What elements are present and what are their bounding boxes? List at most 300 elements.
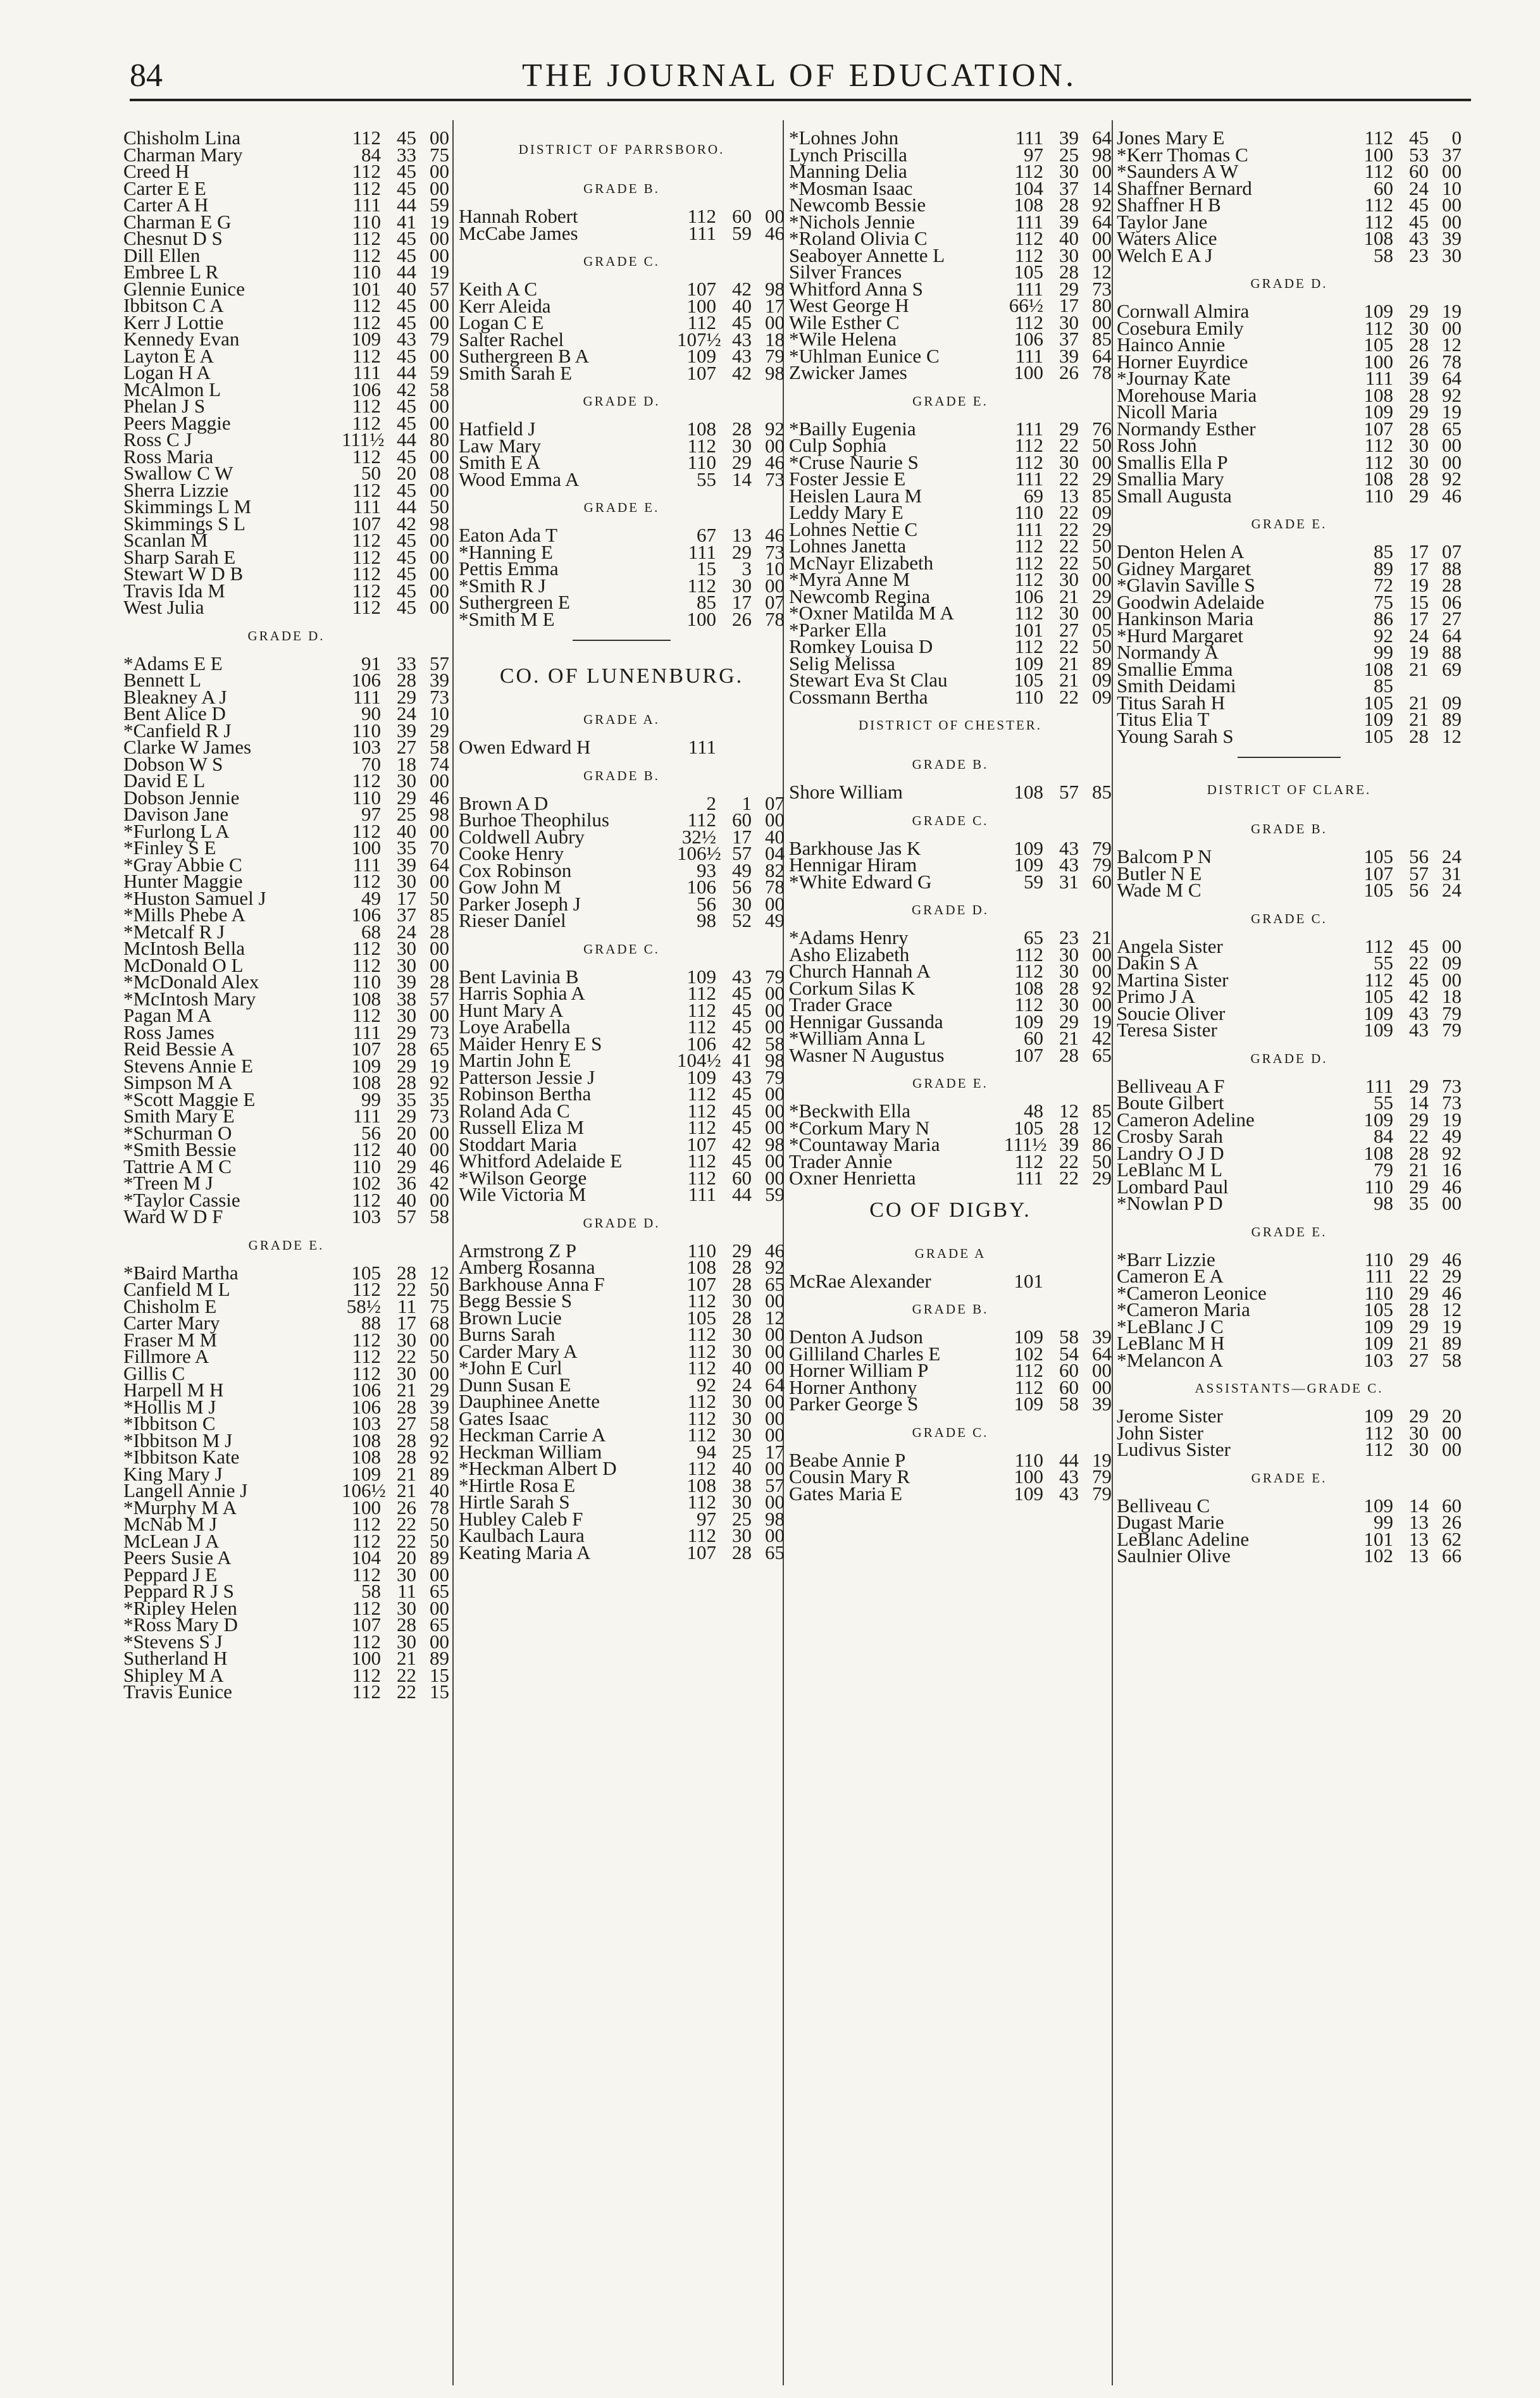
days-taught: 112 bbox=[687, 982, 716, 1004]
grant-dollars: 30 bbox=[732, 1491, 752, 1513]
teacher-name: Hatfield J bbox=[459, 418, 536, 440]
grant-cents: 50 bbox=[430, 1278, 449, 1300]
teacher-name: Lohnes Nettie C bbox=[789, 518, 918, 540]
grant-cents: 00 bbox=[430, 562, 449, 585]
days-taught: 55 bbox=[1374, 952, 1393, 974]
grant-cents: 00 bbox=[430, 579, 449, 602]
grant-cents: 50 bbox=[1092, 551, 1112, 574]
teacher-name: Burns Sarah bbox=[459, 1323, 556, 1345]
grant-cents: 10 bbox=[765, 557, 785, 580]
days-taught: 108 bbox=[351, 987, 381, 1010]
grant-dollars: 30 bbox=[732, 1390, 752, 1412]
grant-dollars: 39 bbox=[397, 719, 416, 742]
grant-dollars: 30 bbox=[1059, 568, 1079, 590]
days-taught: 110 bbox=[352, 261, 381, 283]
days-taught: 112 bbox=[687, 434, 716, 457]
days-taught: 59 bbox=[1024, 870, 1043, 893]
grant-dollars: 27 bbox=[1059, 618, 1079, 641]
teacher-name: Wade M C bbox=[1117, 879, 1202, 901]
grant-dollars: 22 bbox=[397, 1680, 416, 1703]
days-taught: 106 bbox=[1014, 328, 1043, 350]
grant-dollars: 45 bbox=[732, 982, 752, 1004]
teacher-name: Saulnier Olive bbox=[1117, 1544, 1231, 1567]
grant-cents: 39 bbox=[1092, 1326, 1112, 1348]
grant-cents: 73 bbox=[430, 1021, 449, 1043]
days-taught: 105 bbox=[1363, 333, 1393, 356]
grant-cents: 28 bbox=[430, 971, 449, 993]
days-taught: 112 bbox=[352, 1630, 381, 1653]
teacher-name: Brown Lucie bbox=[459, 1306, 562, 1329]
days-taught: 112 bbox=[352, 294, 381, 316]
grant-cents: 29 bbox=[1092, 585, 1112, 607]
teacher-name: Armstrong Z P bbox=[459, 1239, 576, 1262]
grant-dollars: 21 bbox=[1409, 1332, 1429, 1354]
days-taught: 108 bbox=[686, 1474, 716, 1496]
days-taught: 112 bbox=[1014, 551, 1043, 574]
grant-dollars: 26 bbox=[1409, 350, 1429, 373]
teacher-name: *Treen M J bbox=[123, 1172, 213, 1194]
teacher-name: *Adams E E bbox=[123, 652, 223, 674]
grant-dollars: 22 bbox=[397, 1278, 416, 1300]
days-taught: 100 bbox=[351, 1496, 381, 1519]
grant-cents: 92 bbox=[1442, 1141, 1462, 1164]
days-taught: 109 bbox=[1363, 1002, 1393, 1024]
grant-dollars: 45 bbox=[732, 1016, 752, 1038]
grant-cents: 46 bbox=[765, 451, 785, 473]
grant-cents: 50 bbox=[1092, 535, 1112, 557]
grant-dollars: 30 bbox=[397, 769, 416, 792]
teacher-name: Jerome Sister bbox=[1117, 1405, 1223, 1427]
grant-cents: 00 bbox=[765, 1166, 785, 1189]
teacher-name: *Ibbitson C bbox=[123, 1412, 216, 1434]
grant-dollars: 28 bbox=[397, 1261, 416, 1284]
days-taught: 104 bbox=[1014, 177, 1043, 199]
grant-dollars: 45 bbox=[397, 160, 416, 182]
grant-dollars: 25 bbox=[397, 803, 416, 825]
days-taught: 103 bbox=[351, 1205, 381, 1227]
grant-dollars: 59 bbox=[732, 221, 752, 244]
grant-dollars: 24 bbox=[732, 1373, 752, 1396]
grant-dollars: 30 bbox=[397, 870, 416, 892]
grant-dollars: 42 bbox=[397, 378, 416, 401]
grant-cents: 42 bbox=[1092, 1027, 1112, 1049]
grant-dollars: 29 bbox=[397, 685, 416, 708]
days-taught: 106 bbox=[686, 1032, 716, 1055]
days-taught: 112 bbox=[1014, 450, 1043, 473]
grant-dollars: 45 bbox=[732, 1083, 752, 1105]
grant-cents bbox=[752, 739, 785, 756]
grant-dollars: 45 bbox=[397, 478, 416, 501]
days-taught: 112 bbox=[352, 819, 381, 842]
grant-cents: 65 bbox=[1442, 417, 1462, 440]
grant-cents: 00 bbox=[430, 411, 449, 434]
days-taught: 110 bbox=[352, 210, 381, 233]
teacher-name: Russell Eliza M bbox=[459, 1116, 585, 1138]
teacher-name: *Bailly Eugenia bbox=[789, 417, 916, 440]
column-4 bbox=[1117, 127, 1462, 1567]
section-heading: ASSISTANTS—GRADE C. bbox=[1195, 1381, 1384, 1396]
days-taught: 105 bbox=[1363, 845, 1393, 867]
teacher-name: *William Anna L bbox=[789, 1027, 926, 1049]
days-taught: 112 bbox=[352, 1529, 381, 1552]
teacher-name: McRae Alexander bbox=[789, 1269, 931, 1292]
grant-cents: 00 bbox=[1442, 450, 1462, 473]
days-taught: 112 bbox=[1014, 160, 1043, 182]
days-taught: 112 bbox=[352, 227, 381, 249]
grant-dollars: 30 bbox=[397, 1004, 416, 1026]
grant-dollars: 30 bbox=[732, 1407, 752, 1429]
grant-cents: 17 bbox=[765, 294, 785, 317]
roster-entry bbox=[1117, 1348, 1462, 1371]
grant-cents: 46 bbox=[765, 221, 785, 244]
grant-dollars: 30 bbox=[1059, 943, 1079, 966]
section-heading: GRADE E. bbox=[248, 1237, 325, 1253]
grant-dollars: 28 bbox=[732, 1306, 752, 1329]
teacher-name: *Murphy M A bbox=[123, 1496, 237, 1519]
days-taught: 110 bbox=[1014, 501, 1043, 523]
grant-dollars: 22 bbox=[1059, 434, 1079, 456]
days-taught: 111 bbox=[1365, 367, 1393, 389]
teacher-name: Smith Deidami bbox=[1117, 674, 1236, 697]
days-taught: 112 bbox=[687, 1083, 716, 1105]
grant-cents: 64 bbox=[1092, 344, 1112, 367]
grant-dollars: 39 bbox=[397, 971, 416, 993]
days-taught: 107 bbox=[686, 361, 716, 384]
teacher-name: Chisholm E bbox=[123, 1295, 217, 1317]
teacher-name: Burhoe Theophilus bbox=[459, 809, 609, 831]
teacher-name: Romkey Louisa D bbox=[789, 635, 933, 657]
teacher-name: *Cruse Naurie S bbox=[789, 450, 919, 473]
grant-dollars: 45 bbox=[732, 1150, 752, 1172]
days-taught: 109 bbox=[1363, 1494, 1393, 1517]
days-taught: 112 bbox=[352, 127, 381, 149]
grant-dollars: 60 bbox=[1409, 160, 1429, 182]
grant-cents: 00 bbox=[1092, 993, 1112, 1016]
grant-dollars: 22 bbox=[397, 1663, 416, 1686]
days-taught: 107 bbox=[686, 1133, 716, 1155]
roster-entry bbox=[1117, 1192, 1462, 1214]
teacher-name: Young Sarah S bbox=[1117, 724, 1234, 747]
days-taught: 105 bbox=[1363, 985, 1393, 1007]
teacher-name: Trader Annie bbox=[789, 1150, 893, 1172]
grant-cents: 00 bbox=[765, 1457, 785, 1479]
grant-cents: 00 bbox=[430, 545, 449, 568]
teacher-name: Rieser Daniel bbox=[459, 909, 566, 931]
days-taught: 75 bbox=[1374, 590, 1393, 613]
grant-dollars: 57 bbox=[1409, 862, 1429, 885]
teacher-name: Shaffner H B bbox=[1117, 194, 1221, 216]
teacher-name: Hunter Maggie bbox=[123, 870, 243, 892]
grant-dollars: 29 bbox=[732, 451, 752, 473]
teacher-name: *Ibbitson M J bbox=[123, 1429, 233, 1451]
grant-dollars: 43 bbox=[732, 1065, 752, 1088]
grant-cents: 39 bbox=[430, 1395, 449, 1418]
grant-dollars: 39 bbox=[1059, 344, 1079, 367]
grant-cents: 00 bbox=[765, 1357, 785, 1379]
teacher-name: *Smith Bessie bbox=[123, 1138, 237, 1160]
days-taught: 99 bbox=[1374, 641, 1393, 663]
grant-cents: 57 bbox=[430, 987, 449, 1010]
grant-cents: 46 bbox=[765, 1239, 785, 1262]
grant-cents: 00 bbox=[765, 1083, 785, 1105]
teacher-name: Gilliland Charles E bbox=[789, 1342, 941, 1365]
teacher-name: West Julia bbox=[123, 596, 204, 618]
days-taught: 112 bbox=[352, 1188, 381, 1211]
days-taught: 88 bbox=[361, 1312, 381, 1334]
grant-cents: 09 bbox=[1092, 501, 1112, 523]
teacher-name: *Countaway Maria bbox=[789, 1133, 940, 1155]
teacher-name: Shore William bbox=[789, 781, 903, 803]
days-taught: 108 bbox=[1363, 1141, 1393, 1164]
days-taught: 98 bbox=[1374, 1192, 1393, 1214]
grant-cents: 00 bbox=[765, 1099, 785, 1122]
days-taught: 112 bbox=[352, 596, 381, 618]
days-taught: 109 bbox=[1363, 1315, 1393, 1338]
days-taught: 109 bbox=[1014, 1393, 1043, 1415]
teacher-name: Bleakney A J bbox=[123, 685, 227, 708]
roster-entry bbox=[459, 909, 785, 931]
grant-cents: 73 bbox=[430, 685, 449, 708]
grant-cents: 80 bbox=[1092, 294, 1112, 316]
grant-dollars: 29 bbox=[732, 540, 752, 563]
teacher-name: Loye Arabella bbox=[459, 1016, 571, 1038]
days-taught: 104½ bbox=[677, 1049, 721, 1071]
grant-cents: 00 bbox=[765, 1407, 785, 1429]
teacher-name: *Hirtle Rosa E bbox=[459, 1474, 576, 1496]
grant-cents: 07 bbox=[765, 792, 785, 814]
teacher-name: Gates Isaac bbox=[459, 1407, 549, 1429]
teacher-name: McNayr Elizabeth bbox=[789, 551, 934, 574]
grant-cents: 82 bbox=[765, 859, 785, 881]
teacher-name: Brown A D bbox=[459, 792, 549, 814]
grant-dollars: 43 bbox=[397, 328, 416, 350]
days-taught: 102 bbox=[351, 1172, 381, 1194]
teacher-name: Dakin S A bbox=[1117, 952, 1199, 974]
grant-cents: 00 bbox=[430, 819, 449, 842]
grant-cents: 00 bbox=[430, 344, 449, 367]
teacher-name: Simpson M A bbox=[123, 1071, 233, 1093]
teacher-name: Crosby Sarah bbox=[1117, 1125, 1223, 1147]
grant-cents: 19 bbox=[430, 210, 449, 233]
grant-cents: 79 bbox=[1092, 1465, 1112, 1488]
grant-dollars: 22 bbox=[1059, 685, 1079, 708]
grant-dollars: 45 bbox=[397, 244, 416, 266]
grant-dollars: 54 bbox=[1059, 1342, 1079, 1365]
days-taught: 105 bbox=[1014, 261, 1043, 283]
grant-dollars: 30 bbox=[732, 1289, 752, 1312]
grant-dollars: 28 bbox=[1059, 1116, 1079, 1139]
roster-entry bbox=[789, 361, 1112, 383]
grant-cents: 73 bbox=[765, 468, 785, 490]
grant-cents: 98 bbox=[765, 1507, 785, 1530]
grant-cents: 42 bbox=[430, 1172, 449, 1194]
grant-dollars: 17 bbox=[397, 1312, 416, 1334]
days-taught: 85 bbox=[697, 591, 716, 613]
grant-cents: 00 bbox=[765, 1390, 785, 1412]
grant-cents: 86 bbox=[1092, 1133, 1112, 1155]
days-taught: 112 bbox=[687, 809, 716, 831]
teacher-name: Scanlan M bbox=[123, 529, 208, 551]
grant-cents: 79 bbox=[430, 328, 449, 350]
grant-cents: 80 bbox=[430, 428, 449, 450]
teacher-name: *White Edward G bbox=[789, 870, 932, 893]
grant-dollars: 29 bbox=[397, 1105, 416, 1127]
grant-cents: 74 bbox=[430, 752, 449, 775]
grant-cents: 19 bbox=[1442, 401, 1462, 423]
journal-title: THE JOURNAL OF EDUCATION. bbox=[522, 58, 1077, 94]
grant-dollars: 56 bbox=[732, 876, 752, 898]
grant-cents: 46 bbox=[1442, 1248, 1462, 1270]
grant-cents: 29 bbox=[1092, 518, 1112, 540]
days-taught: 89 bbox=[1374, 557, 1393, 580]
days-taught: 112 bbox=[687, 1150, 716, 1172]
grant-cents: 07 bbox=[765, 591, 785, 613]
grant-dollars: 45 bbox=[397, 311, 416, 333]
grant-cents: 64 bbox=[430, 853, 449, 876]
grant-cents: 78 bbox=[765, 607, 785, 630]
days-taught: 112 bbox=[352, 579, 381, 602]
grant-dollars: 14 bbox=[732, 468, 752, 490]
days-taught: 56 bbox=[361, 1121, 381, 1144]
grant-cents: 15 bbox=[430, 1680, 449, 1703]
teacher-name: *Scott Maggie E bbox=[123, 1088, 256, 1110]
grant-dollars: 39 bbox=[1059, 1133, 1079, 1155]
grant-cents: 12 bbox=[1092, 261, 1112, 283]
days-taught: 109 bbox=[1014, 854, 1043, 876]
section-heading: GRADE B. bbox=[912, 757, 989, 772]
grant-cents: 09 bbox=[1442, 952, 1462, 974]
teacher-name: *John E Curl bbox=[459, 1357, 562, 1379]
grant-dollars: 28 bbox=[1409, 383, 1429, 406]
grant-dollars: 22 bbox=[1059, 501, 1079, 523]
teacher-name: Parker Joseph J bbox=[459, 892, 581, 915]
grant-cents bbox=[1079, 1273, 1112, 1290]
days-taught: 112 bbox=[1014, 535, 1043, 557]
grant-cents: 50 bbox=[430, 886, 449, 909]
teacher-name: Harpell M H bbox=[123, 1379, 224, 1401]
teacher-name: Kerr Aleida bbox=[459, 294, 551, 317]
roster-entry bbox=[1117, 1544, 1462, 1567]
grant-cents: 73 bbox=[1442, 1091, 1462, 1114]
grant-cents: 00 bbox=[430, 227, 449, 249]
grant-cents: 19 bbox=[1442, 1315, 1462, 1338]
roster-entry bbox=[789, 781, 1112, 803]
grant-dollars: 28 bbox=[1409, 417, 1429, 440]
teacher-name: Dobson Jennie bbox=[123, 786, 240, 809]
days-taught: 112 bbox=[352, 395, 381, 417]
teacher-name: McNab M J bbox=[123, 1513, 218, 1535]
grant-dollars: 29 bbox=[1409, 1108, 1429, 1131]
teacher-name: Gillis C bbox=[123, 1362, 185, 1384]
teacher-name: Sutherland H bbox=[123, 1647, 228, 1669]
section-heading: GRADE D. bbox=[583, 1215, 661, 1231]
grant-dollars: 29 bbox=[1409, 1074, 1429, 1097]
grant-cents: 09 bbox=[1092, 685, 1112, 708]
grant-cents: 69 bbox=[1442, 657, 1462, 680]
days-taught: 107½ bbox=[677, 328, 721, 351]
days-taught: 103 bbox=[351, 1412, 381, 1434]
teacher-name: *Hollis M J bbox=[123, 1395, 216, 1418]
teacher-name: *Ripley Helen bbox=[123, 1596, 237, 1619]
grant-cents: 78 bbox=[1092, 361, 1112, 383]
days-taught: 107 bbox=[686, 1272, 716, 1295]
grant-cents: 05 bbox=[1092, 618, 1112, 641]
days-taught: 111 bbox=[1365, 1074, 1393, 1097]
grant-cents: 92 bbox=[430, 1429, 449, 1451]
days-taught: 111 bbox=[1365, 1265, 1393, 1287]
grant-cents: 40 bbox=[430, 1479, 449, 1501]
grant-dollars: 57 bbox=[397, 1205, 416, 1227]
teacher-name: *Barr Lizzie bbox=[1117, 1248, 1215, 1270]
teacher-name: Trader Grace bbox=[789, 993, 893, 1016]
days-taught: 108 bbox=[1363, 383, 1393, 406]
days-taught: 105 bbox=[1363, 1298, 1393, 1320]
grant-cents: 20 bbox=[1442, 1405, 1462, 1427]
grant-cents: 98 bbox=[1092, 143, 1112, 166]
days-taught: 91 bbox=[361, 652, 381, 674]
grant-cents: 40 bbox=[765, 825, 785, 848]
grant-dollars: 25 bbox=[732, 1507, 752, 1530]
grant-dollars: 13 bbox=[1409, 1527, 1429, 1550]
days-taught: 109 bbox=[351, 328, 381, 350]
teacher-name: *Saunders A W bbox=[1117, 160, 1239, 182]
grant-dollars: 45 bbox=[1409, 968, 1429, 991]
days-taught: 110 bbox=[1014, 1448, 1043, 1471]
grant-cents: 68 bbox=[430, 1312, 449, 1334]
teacher-name: *Kerr Thomas C bbox=[1117, 143, 1248, 166]
days-taught: 112 bbox=[1364, 450, 1393, 473]
days-taught: 111 bbox=[352, 1105, 381, 1127]
section-heading: GRADE C. bbox=[912, 1424, 989, 1440]
teacher-name: Amberg Rosanna bbox=[459, 1256, 595, 1278]
grant-cents: 00 bbox=[430, 1630, 449, 1653]
teacher-name: Denton A Judson bbox=[789, 1326, 923, 1348]
grant-dollars: 45 bbox=[397, 411, 416, 434]
teacher-name: Wood Emma A bbox=[459, 468, 580, 490]
days-taught: 110 bbox=[352, 971, 381, 993]
days-taught: 112 bbox=[687, 1491, 716, 1513]
grant-dollars: 28 bbox=[397, 1429, 416, 1451]
grant-dollars: 27 bbox=[397, 736, 416, 758]
days-taught: 108 bbox=[1363, 468, 1393, 490]
grant-cents: 64 bbox=[1092, 210, 1112, 233]
days-taught: 108 bbox=[1363, 657, 1393, 680]
grant-cents: 00 bbox=[765, 1016, 785, 1038]
grant-cents: 00 bbox=[430, 160, 449, 182]
days-taught: 32½ bbox=[681, 825, 716, 848]
teacher-name: *Uhlman Eunice C bbox=[789, 344, 940, 367]
grant-dollars: 60 bbox=[1059, 1359, 1079, 1381]
teacher-name: LeBlanc M L bbox=[1117, 1159, 1223, 1181]
days-taught: 111 bbox=[688, 221, 716, 244]
roster-entry bbox=[789, 1167, 1112, 1189]
grant-dollars: 15 bbox=[1409, 590, 1429, 613]
teacher-name: Ibbitson C A bbox=[123, 294, 224, 316]
grant-cents: 00 bbox=[430, 1362, 449, 1384]
teacher-name: Denton Helen A bbox=[1117, 540, 1245, 562]
grant-cents: 19 bbox=[1442, 1108, 1462, 1131]
grant-cents: 78 bbox=[1442, 350, 1462, 373]
teacher-name: *Smith M E bbox=[459, 607, 555, 630]
teacher-name: Kaulbach Laura bbox=[459, 1524, 585, 1546]
teacher-name: Sharp Sarah E bbox=[123, 545, 236, 568]
days-taught: 111 bbox=[688, 736, 716, 758]
teacher-name: Ross John bbox=[1117, 434, 1197, 456]
days-taught: 69 bbox=[1024, 484, 1043, 507]
grant-dollars: 29 bbox=[1409, 1175, 1429, 1198]
days-taught: 109 bbox=[686, 1065, 716, 1088]
grant-cents: 92 bbox=[1092, 976, 1112, 999]
